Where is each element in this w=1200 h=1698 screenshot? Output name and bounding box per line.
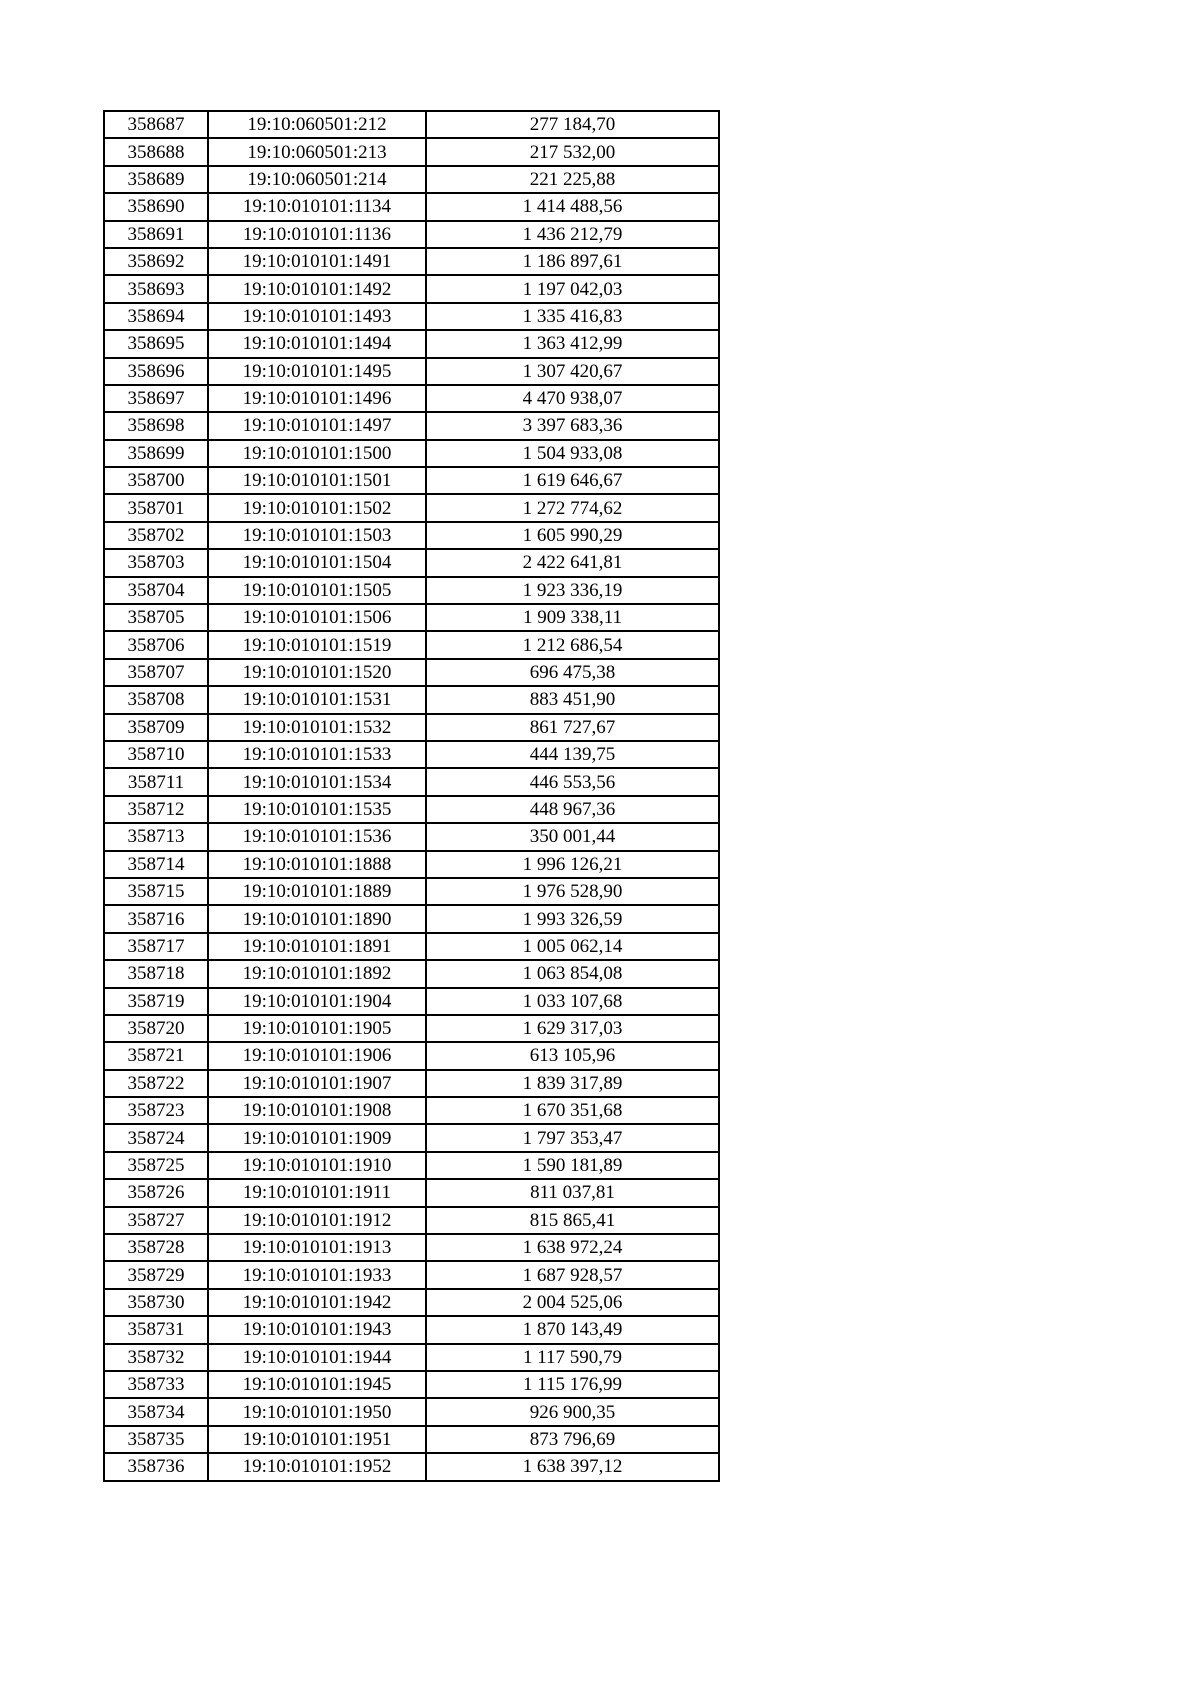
cadastral-number-cell: 19:10:010101:1909	[208, 1124, 426, 1151]
cadastral-number-cell: 19:10:010101:1519	[208, 631, 426, 658]
cadastral-number-cell: 19:10:010101:1134	[208, 193, 426, 220]
table-row	[104, 1316, 719, 1343]
row-number-cell: 358715	[104, 878, 208, 905]
cadastral-value-cell: 1 436 212,79	[426, 221, 719, 248]
cadastral-value-cell: 1 414 488,56	[426, 193, 719, 220]
cadastral-value-cell: 926 900,35	[426, 1398, 719, 1425]
cadastral-value-cell: 696 475,38	[426, 659, 719, 686]
cadastral-value-cell: 217 532,00	[426, 138, 719, 165]
cadastral-number-cell: 19:10:010101:1500	[208, 440, 426, 467]
cadastral-value-cell: 1 186 897,61	[426, 248, 719, 275]
table-row	[104, 385, 719, 412]
row-number-cell: 358712	[104, 796, 208, 823]
row-number-cell: 358702	[104, 522, 208, 549]
cadastral-number-cell: 19:10:010101:1505	[208, 577, 426, 604]
row-number-cell: 358717	[104, 933, 208, 960]
cadastral-value-cell: 1 993 326,59	[426, 905, 719, 932]
cadastral-number-cell: 19:10:010101:1889	[208, 878, 426, 905]
cadastral-number-cell: 19:10:010101:1497	[208, 412, 426, 439]
table-row	[104, 275, 719, 302]
row-number-cell: 358692	[104, 248, 208, 275]
cadastral-value-cell: 1 117 590,79	[426, 1344, 719, 1371]
cadastral-number-cell: 19:10:010101:1951	[208, 1426, 426, 1453]
row-number-cell: 358709	[104, 714, 208, 741]
cadastral-number-cell: 19:10:010101:1536	[208, 823, 426, 850]
cadastral-value-cell: 815 865,41	[426, 1207, 719, 1234]
row-number-cell: 358696	[104, 358, 208, 385]
cadastral-number-cell: 19:10:010101:1532	[208, 714, 426, 741]
row-number-cell: 358726	[104, 1179, 208, 1206]
cadastral-value-cell: 1 629 317,03	[426, 1015, 719, 1042]
cadastral-value-cell: 3 397 683,36	[426, 412, 719, 439]
cadastral-number-cell: 19:10:010101:1933	[208, 1261, 426, 1288]
row-number-cell: 358693	[104, 275, 208, 302]
cadastral-value-cell: 1 033 107,68	[426, 988, 719, 1015]
cadastral-number-cell: 19:10:010101:1495	[208, 358, 426, 385]
cadastral-number-cell: 19:10:010101:1888	[208, 851, 426, 878]
cadastral-value-cell: 873 796,69	[426, 1426, 719, 1453]
table-row	[104, 1179, 719, 1206]
table-row	[104, 549, 719, 576]
cadastral-number-cell: 19:10:010101:1535	[208, 796, 426, 823]
row-number-cell: 358729	[104, 1261, 208, 1288]
row-number-cell: 358699	[104, 440, 208, 467]
row-number-cell: 358733	[104, 1371, 208, 1398]
cadastral-number-cell: 19:10:010101:1952	[208, 1453, 426, 1480]
row-number-cell: 358735	[104, 1426, 208, 1453]
row-number-cell: 358697	[104, 385, 208, 412]
cadastral-number-cell: 19:10:010101:1904	[208, 988, 426, 1015]
table-row	[104, 303, 719, 330]
row-number-cell: 358719	[104, 988, 208, 1015]
cadastral-number-cell: 19:10:010101:1912	[208, 1207, 426, 1234]
row-number-cell: 358698	[104, 412, 208, 439]
cadastral-number-cell: 19:10:010101:1504	[208, 549, 426, 576]
cadastral-number-cell: 19:10:010101:1950	[208, 1398, 426, 1425]
cadastral-value-cell: 444 139,75	[426, 741, 719, 768]
cadastral-value-cell: 613 105,96	[426, 1042, 719, 1069]
cadastral-number-cell: 19:10:010101:1493	[208, 303, 426, 330]
row-number-cell: 358704	[104, 577, 208, 604]
table-row	[104, 221, 719, 248]
cadastral-number-cell: 19:10:010101:1911	[208, 1179, 426, 1206]
cadastral-number-cell: 19:10:010101:1534	[208, 768, 426, 795]
table-row	[104, 988, 719, 1015]
cadastral-number-cell: 19:10:010101:1496	[208, 385, 426, 412]
cadastral-number-cell: 19:10:010101:1533	[208, 741, 426, 768]
row-number-cell: 358687	[104, 111, 208, 138]
row-number-cell: 358695	[104, 330, 208, 357]
cadastral-value-cell: 1 363 412,99	[426, 330, 719, 357]
cadastral-value-cell: 446 553,56	[426, 768, 719, 795]
table-row	[104, 358, 719, 385]
row-number-cell: 358736	[104, 1453, 208, 1480]
row-number-cell: 358710	[104, 741, 208, 768]
table-row	[104, 686, 719, 713]
row-number-cell: 358720	[104, 1015, 208, 1042]
cadastral-value-cell: 1 797 353,47	[426, 1124, 719, 1151]
cadastral-value-cell: 1 590 181,89	[426, 1152, 719, 1179]
cadastral-value-cell: 1 005 062,14	[426, 933, 719, 960]
table-row	[104, 960, 719, 987]
cadastral-value-cell: 1 976 528,90	[426, 878, 719, 905]
cadastral-number-cell: 19:10:010101:1943	[208, 1316, 426, 1343]
table-row	[104, 905, 719, 932]
table-row	[104, 741, 719, 768]
cadastral-number-cell: 19:10:010101:1913	[208, 1234, 426, 1261]
cadastral-value-cell: 1 307 420,67	[426, 358, 719, 385]
cadastral-value-cell: 2 422 641,81	[426, 549, 719, 576]
row-number-cell: 358691	[104, 221, 208, 248]
cadastral-number-cell: 19:10:010101:1907	[208, 1070, 426, 1097]
table-row	[104, 1261, 719, 1288]
row-number-cell: 358711	[104, 768, 208, 795]
cadastral-value-cell: 1 272 774,62	[426, 494, 719, 521]
table-row	[104, 1042, 719, 1069]
table-row	[104, 878, 719, 905]
cadastral-value-cell: 1 996 126,21	[426, 851, 719, 878]
cadastral-value-cell: 1 638 972,24	[426, 1234, 719, 1261]
table-row	[104, 1070, 719, 1097]
row-number-cell: 358713	[104, 823, 208, 850]
row-number-cell: 358705	[104, 604, 208, 631]
table-row	[104, 111, 719, 138]
cadastral-number-cell: 19:10:010101:1906	[208, 1042, 426, 1069]
table-row	[104, 522, 719, 549]
table-row	[104, 1015, 719, 1042]
row-number-cell: 358708	[104, 686, 208, 713]
cadastral-value-cell: 861 727,67	[426, 714, 719, 741]
table-row	[104, 604, 719, 631]
row-number-cell: 358707	[104, 659, 208, 686]
cadastral-value-cell: 350 001,44	[426, 823, 719, 850]
row-number-cell: 358727	[104, 1207, 208, 1234]
cadastral-number-cell: 19:10:010101:1910	[208, 1152, 426, 1179]
table-row	[104, 933, 719, 960]
cadastral-number-cell: 19:10:060501:214	[208, 166, 426, 193]
cadastral-number-cell: 19:10:010101:1492	[208, 275, 426, 302]
table-row	[104, 494, 719, 521]
row-number-cell: 358728	[104, 1234, 208, 1261]
table-row	[104, 1289, 719, 1316]
table-body	[104, 111, 719, 1481]
table-row	[104, 1398, 719, 1425]
row-number-cell: 358714	[104, 851, 208, 878]
table-row	[104, 1426, 719, 1453]
row-number-cell: 358721	[104, 1042, 208, 1069]
cadastral-number-cell: 19:10:060501:212	[208, 111, 426, 138]
row-number-cell: 358730	[104, 1289, 208, 1316]
cadastral-number-cell: 19:10:010101:1501	[208, 467, 426, 494]
cadastral-number-cell: 19:10:010101:1503	[208, 522, 426, 549]
cadastral-value-cell: 1 909 338,11	[426, 604, 719, 631]
cadastral-value-cell: 1 504 933,08	[426, 440, 719, 467]
table-row	[104, 467, 719, 494]
row-number-cell: 358731	[104, 1316, 208, 1343]
cadastral-value-cell: 883 451,90	[426, 686, 719, 713]
table-row	[104, 193, 719, 220]
table-row	[104, 1124, 719, 1151]
cadastral-number-cell: 19:10:010101:1502	[208, 494, 426, 521]
row-number-cell: 358703	[104, 549, 208, 576]
row-number-cell: 358722	[104, 1070, 208, 1097]
table-row	[104, 1371, 719, 1398]
cadastral-number-cell: 19:10:010101:1890	[208, 905, 426, 932]
row-number-cell: 358700	[104, 467, 208, 494]
cadastral-value-cell: 811 037,81	[426, 1179, 719, 1206]
cadastral-value-cell: 1 212 686,54	[426, 631, 719, 658]
row-number-cell: 358734	[104, 1398, 208, 1425]
cadastral-number-cell: 19:10:010101:1905	[208, 1015, 426, 1042]
row-number-cell: 358718	[104, 960, 208, 987]
cadastral-number-cell: 19:10:010101:1908	[208, 1097, 426, 1124]
cadastral-value-cell: 1 605 990,29	[426, 522, 719, 549]
table-row	[104, 823, 719, 850]
cadastral-number-cell: 19:10:010101:1531	[208, 686, 426, 713]
row-number-cell: 358706	[104, 631, 208, 658]
table-row	[104, 440, 719, 467]
table-row	[104, 1344, 719, 1371]
table-row	[104, 412, 719, 439]
table-row	[104, 330, 719, 357]
cadastral-number-cell: 19:10:010101:1491	[208, 248, 426, 275]
table-row	[104, 138, 719, 165]
table-row	[104, 796, 719, 823]
cadastral-value-cell: 1 839 317,89	[426, 1070, 719, 1097]
cadastral-value-cell: 1 619 646,67	[426, 467, 719, 494]
cadastral-number-cell: 19:10:010101:1945	[208, 1371, 426, 1398]
cadastral-number-cell: 19:10:010101:1942	[208, 1289, 426, 1316]
cadastral-number-cell: 19:10:010101:1891	[208, 933, 426, 960]
cadastral-number-cell: 19:10:010101:1944	[208, 1344, 426, 1371]
cadastral-value-cell: 221 225,88	[426, 166, 719, 193]
table-row	[104, 659, 719, 686]
cadastral-value-cell: 277 184,70	[426, 111, 719, 138]
cadastral-number-cell: 19:10:010101:1520	[208, 659, 426, 686]
row-number-cell: 358701	[104, 494, 208, 521]
table-row	[104, 1234, 719, 1261]
table-row	[104, 1207, 719, 1234]
cadastral-value-cell: 1 335 416,83	[426, 303, 719, 330]
row-number-cell: 358724	[104, 1124, 208, 1151]
table-row	[104, 248, 719, 275]
row-number-cell: 358725	[104, 1152, 208, 1179]
cadastral-value-cell: 1 870 143,49	[426, 1316, 719, 1343]
cadastral-value-cell: 1 687 928,57	[426, 1261, 719, 1288]
cadastral-value-cell: 1 923 336,19	[426, 577, 719, 604]
table-row	[104, 1097, 719, 1124]
row-number-cell: 358689	[104, 166, 208, 193]
table-row	[104, 768, 719, 795]
row-number-cell: 358690	[104, 193, 208, 220]
row-number-cell: 358694	[104, 303, 208, 330]
cadastral-value-cell: 1 063 854,08	[426, 960, 719, 987]
cadastral-number-cell: 19:10:010101:1892	[208, 960, 426, 987]
table-row	[104, 851, 719, 878]
table-row	[104, 577, 719, 604]
row-number-cell: 358732	[104, 1344, 208, 1371]
row-number-cell: 358716	[104, 905, 208, 932]
row-number-cell: 358688	[104, 138, 208, 165]
cadastral-number-cell: 19:10:010101:1136	[208, 221, 426, 248]
cadastral-number-cell: 19:10:010101:1506	[208, 604, 426, 631]
table-row	[104, 714, 719, 741]
row-number-cell: 358723	[104, 1097, 208, 1124]
cadastral-value-cell: 1 638 397,12	[426, 1453, 719, 1480]
cadastral-value-table	[103, 110, 720, 1482]
table-row	[104, 1453, 719, 1480]
cadastral-value-cell: 448 967,36	[426, 796, 719, 823]
cadastral-value-cell: 1 670 351,68	[426, 1097, 719, 1124]
table-row	[104, 1152, 719, 1179]
cadastral-value-cell: 1 115 176,99	[426, 1371, 719, 1398]
table-row	[104, 631, 719, 658]
cadastral-number-cell: 19:10:060501:213	[208, 138, 426, 165]
cadastral-value-cell: 1 197 042,03	[426, 275, 719, 302]
cadastral-value-cell: 2 004 525,06	[426, 1289, 719, 1316]
table-row	[104, 166, 719, 193]
cadastral-value-cell: 4 470 938,07	[426, 385, 719, 412]
cadastral-number-cell: 19:10:010101:1494	[208, 330, 426, 357]
